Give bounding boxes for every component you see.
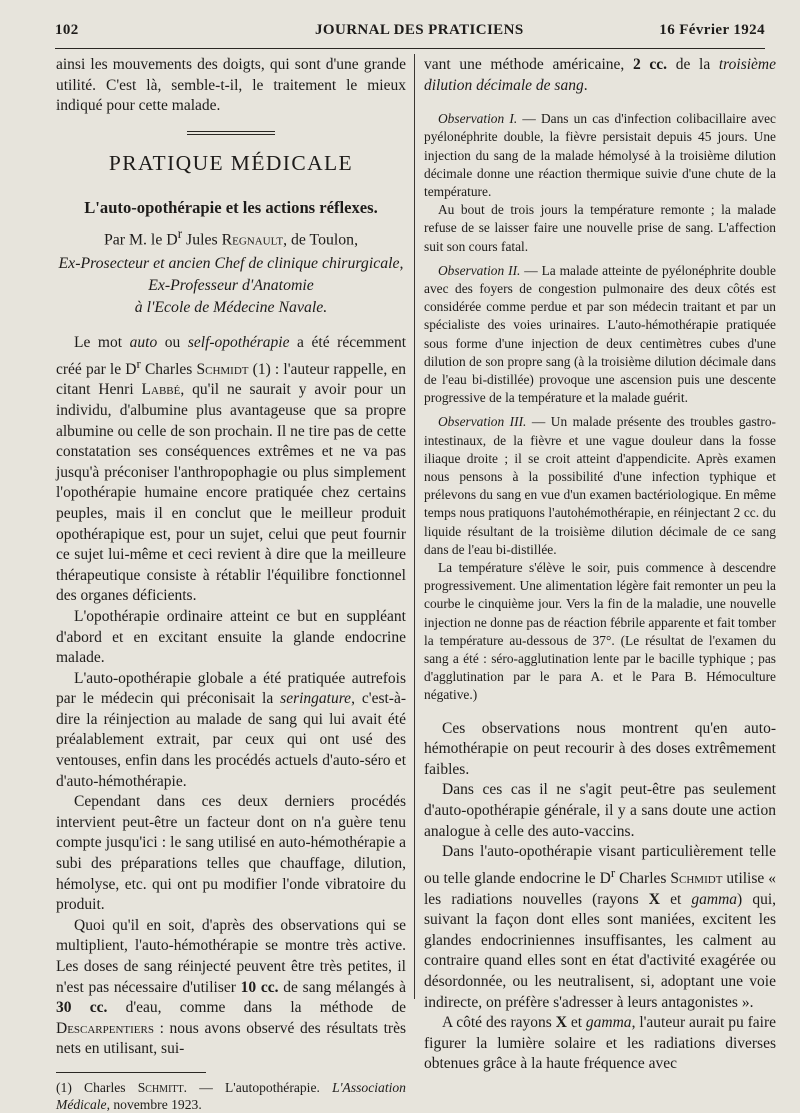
paragraph-ces-observations: Ces observations nous montrent qu'en auto-hémothérapie on peut recourir à des doses extrêmement faibles. <box>424 719 776 778</box>
footnote: (1) Charles Schmitt. — L'autopothérapie. L'Association Médicale, novembre 1923. <box>56 1079 406 1112</box>
journal-title: JOURNAL DES PRATICIENS <box>315 22 524 38</box>
observation-label: Observation I. <box>438 111 518 127</box>
credential-line: à l'Ecole de Médecine Navale. <box>134 299 328 317</box>
observation-1-followup: Au bout de trois jours la température remonte ; la malade refuse de se laisser faire une nouvelle prise de sang. L'affection suit son cours fatal. <box>424 202 776 254</box>
section-title: PRATIQUE MÉDICALE <box>108 150 354 175</box>
paragraph-opotherapie-ordinaire: L'opothérapie ordinaire atteint ce but en suppléant d'abord et en excitant ensuite la glande endocrine malade. <box>56 607 406 667</box>
intro-paragraph: ainsi les mouvements des doigts, qui sont d'une grande utilité. C'est là, semble-t-il, le traitement le mieux indiqué pour cette malade. <box>56 56 406 115</box>
section-separator <box>187 131 275 135</box>
column-divider <box>414 54 415 999</box>
observation-label: Observation II. <box>438 262 521 278</box>
paragraph-globale: L'auto-opothérapie globale a été pratiquée autrefois par le médecin qui préconisait la seringature, c'est-à-dire la réinjection au malade de sang qui lui avait été préalablement extrait, par ceux qui ont usé des ventouses, enfin dans les procédés actuels d'auto-séro et d'auto-hémothérapie. <box>56 669 406 790</box>
issue-date: 16 Février 1924 <box>659 22 765 38</box>
observation-label: Observation III. <box>438 414 527 430</box>
author-first-name: Jules <box>182 231 222 249</box>
paragraph-dans-ces-cas: Dans ces cas il ne s'agit peut-être pas seulement d'auto-opothérapie générale, il y a sans doute une action analogue à celle des auto-vaccins. <box>424 781 776 840</box>
observation-2: Observation II. — La malade atteinte de pyélonéphrite double avec des foyers de congestion pulmonaire des deux côtés est considérée comme perdue et par son médecin traitant et par un spécialiste des voies urinaires. L'auto-hémothérapie pratiquée sous forme d'une injection de deux centimètres cubes d'une dilution de son propre sang (à la troisième dilution décimale dans de l'eau bi-distillée) provoque une ascension puis une descente progressive de la température et la malade guérit. <box>424 262 776 406</box>
left-column <box>56 55 406 1113</box>
paragraph-cependant: Cependant dans ces deux derniers procédés intervient peut-être un facteur dont on n'a guère tenu compte jusqu'ici : le sang utilisé en auto-hémothérapie a subi des préparations telles que chauffage, dilution, hémolyse, etc. qui ont pu modifier l'onde vibratoire du produit. <box>56 793 406 914</box>
author-suffix: , de Toulon, <box>283 231 359 249</box>
paragraph-radiations: Dans l'auto-opothérapie visant particulièrement telle ou telle glande endocrine le $D^r$ Charles Schmidt utilise « les radiations nouvelles (rayons X et gamma) qui, suivant la façon dont elles sont maniées, excitent les glandes endocriniennes insuffisantes, les calment au contraire quand elles sont en état d'activité exagérée ou désordonnée, ou les neutralisent, si, adoptant une voie indirecte, on préfère s'adresser à leurs antagonistes ». <box>424 843 777 1011</box>
article-title: L'auto-opothérapie et les actions réflexes. <box>84 197 378 217</box>
page-number: 102 <box>55 22 79 38</box>
observation-3-followup: La température s'élève le soir, puis commence à descendre progressivement. Une alimentation légère fait remonter un peu la courbe le cinquième jour. Vers la fin de la maladie, une nouvelle injection ne donne pas de réaction fébrile apparente et fait tomber la température au-dessous de 37°. (Le résultat de l'examen du sang a été : séro-agglutination lente par le bacille typhique ; pas d'agglutination par le para A. et le Para B. Hémoculture négative.) <box>424 560 776 703</box>
credential-line: Ex-Professeur d'Anatomie <box>148 277 314 295</box>
author-surname: Regnault <box>221 231 284 249</box>
paragraph-a-cote: A côté des rayons X et gamma, l'auteur aurait pu faire figurer la lumière solaire et les radiations diverses obtenues grâce à la haute fréquence avec <box>424 1014 777 1073</box>
author-prefix: Par M. le D <box>103 231 178 249</box>
author-line <box>56 226 406 249</box>
continuation-paragraph: vant une méthode américaine, 2 cc. de la troisième dilution décimale de sang. <box>424 56 776 94</box>
header-rule <box>55 48 765 49</box>
observation-1: Observation I. — Dans un cas d'infection colibacillaire avec pyélonéphrite double, la fièvre persistait depuis 45 jours. Une injection du sang de la malade hémolysé à la troisième dilution décimale donne une réaction thermique suivie d'une chute de la température. <box>424 111 777 199</box>
footnote-rule <box>56 1072 206 1073</box>
paragraph-quoi-qu-il: Quoi qu'il en soit, d'après des observations qui se multiplient, l'auto-hémothérapie se montre très active. Les doses de sang réinjecté peuvent être très petites, il n'est pas nécessaire d'utiliser 10 cc. de sang mélangés à 30 cc. d'eau, comme dans la méthode de Descarpentiers : nous avons observé des résultats très nets en utilisant, sui- <box>56 916 406 1058</box>
running-head <box>55 22 765 44</box>
credential-line: Ex-Prosecteur et ancien Chef de clinique chirurgicale, <box>58 255 404 273</box>
right-column <box>424 55 776 1075</box>
observation-3: Observation III. — Un malade présente des troubles gastro-intestinaux, de la fièvre et une vague douleur dans la fosse iliaque droite ; il se croit atteint d'appendicite. Après examen nous pensons à la possibilité d'une infection typhique et prélevons du sang en vue d'un examen bactériologique. En même temps nous pratiquons l'autohémothérapie, en réinjectant 2 cc. du liquide résultant de la troisième dilution décimale de ce sang dans de l'eau bi-distillée. <box>424 414 777 557</box>
author-credentials <box>56 253 406 319</box>
paragraph-auto-opotherapie: Le mot auto ou self-opothérapie a été récemment créé par le $D^r$ Charles Schmidt (1) : l'auteur rappelle, en citant Henri Labbé, qu'il ne saurait y avoir pour un individu, d'albumine plus avantageuse que sa propre albumine ou celle de son prochain. Il ne tire pas de cette constatation ses conséquences extrêmes et ne va pas jusqu'à préconiser l'anthropophagie ou plus simplement l'opothérapie humaine encore pratiquée chez certains peuples, mais il en conclut que le meilleur produit opothérapique est, pour un sujet, celui que peut fournir ce sujet lui-même et ceci revient à dire que la meilleure thérapeutique consiste à rétablir l'équilibre fonctionnel des organes déficients. <box>56 334 407 605</box>
author-title-sup: r <box>177 225 183 241</box>
